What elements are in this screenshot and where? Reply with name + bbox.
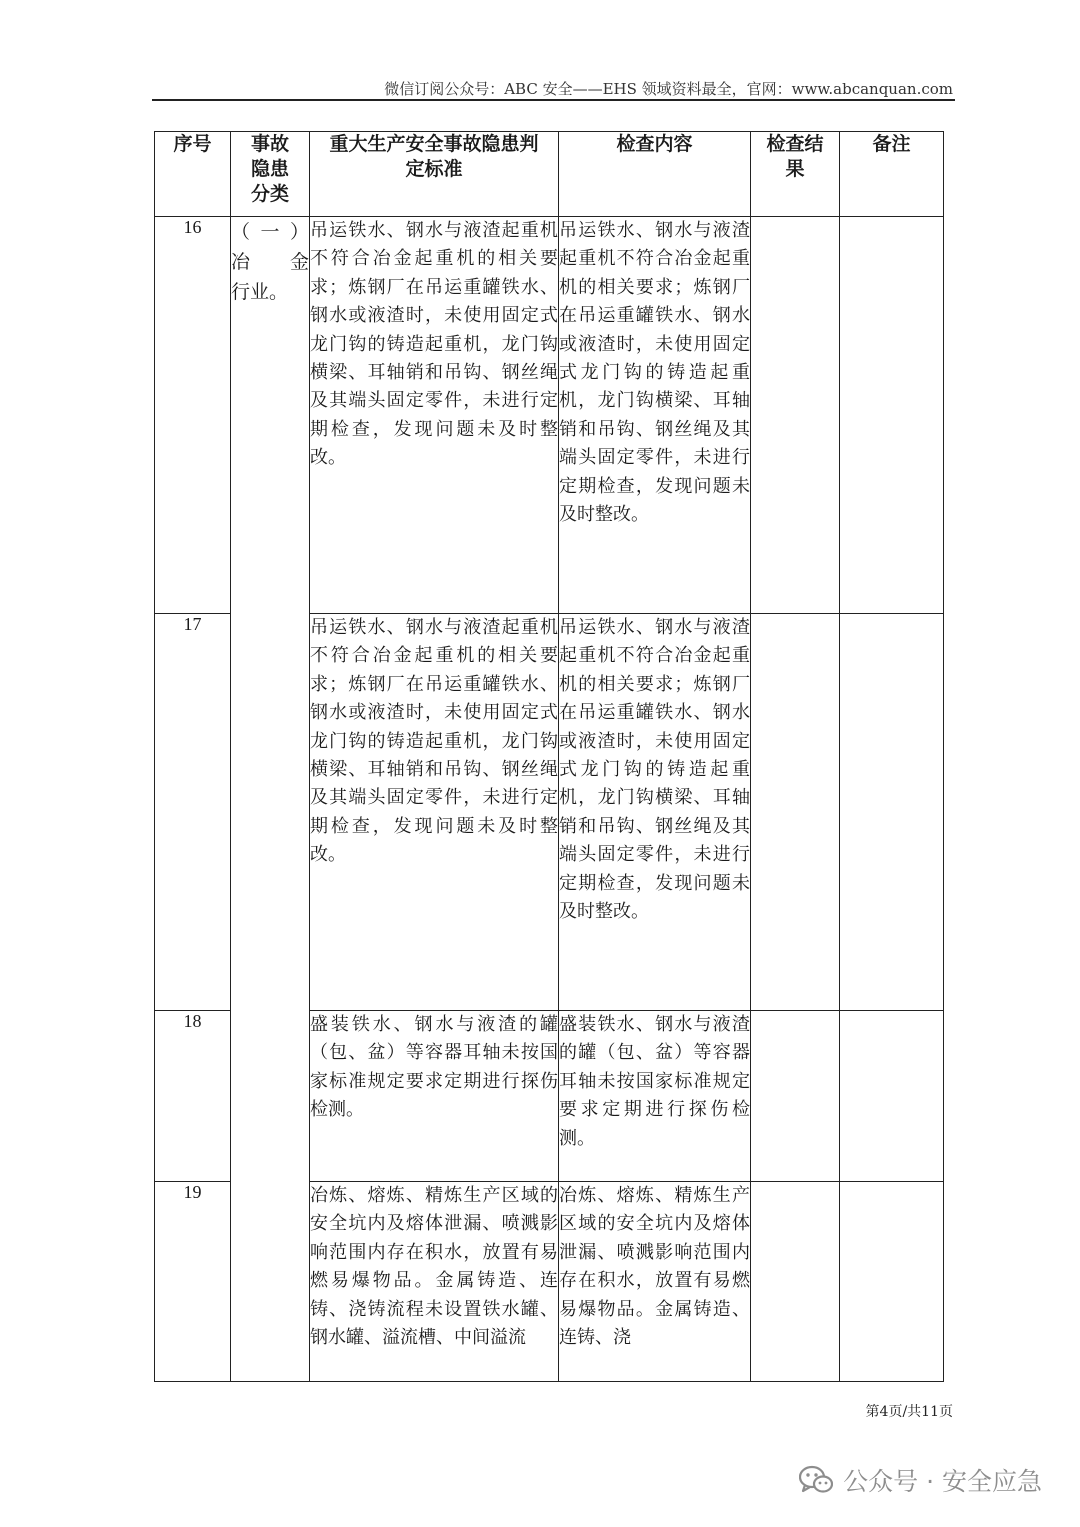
- header-note: 备注: [840, 132, 944, 217]
- row-result: [751, 1011, 840, 1182]
- row-seq: 16: [155, 217, 231, 614]
- row-standard: 盛装铁水、钢水与液渣的罐（包、盆）等容器耳轴未按国家标准规定要求定期进行探伤检测。: [310, 1011, 559, 1182]
- row-standard: 冶炼、熔炼、精炼生产区域的安全坑内及熔体泄漏、喷溅影响范围内存在积水，放置有易燃易爆物品。金属铸造、连铸、浇铸流程未设置铁水罐、钢水罐、溢流槽、中间溢流: [310, 1182, 559, 1382]
- header-content: 检查内容: [559, 132, 751, 217]
- row-seq: 17: [155, 614, 231, 1011]
- row-seq: 18: [155, 1011, 231, 1182]
- category-line-1: （一）: [231, 221, 309, 243]
- header-standard: [310, 132, 559, 217]
- hazard-check-table: [154, 131, 944, 1382]
- header-seq: 序号: [155, 132, 231, 217]
- row-note: [840, 614, 944, 1011]
- table-header-row: [155, 132, 944, 217]
- row-result: [751, 614, 840, 1011]
- row-seq: 19: [155, 1182, 231, 1382]
- header-result-label: 检查结果: [766, 133, 824, 180]
- category-cell: [231, 217, 310, 1382]
- header-category: [231, 132, 310, 217]
- row-note: [840, 1011, 944, 1182]
- row-result: [751, 1182, 840, 1382]
- watermark: [799, 1462, 1042, 1498]
- category-line-2: 冶金: [231, 251, 309, 273]
- row-content: 吊运铁水、钢水与液渣起重机不符合冶金起重机的相关要求；炼钢厂在吊运重罐铁水、钢水或液渣时，未使用固定式龙门钩的铸造起重机，龙门钩横梁、耳轴销和吊钩、钢丝绳及其端头固定零件，未进行定期检查，发现问题未及时整改。: [559, 614, 751, 1011]
- row-result: [751, 217, 840, 614]
- row-standard: 吊运铁水、钢水与液渣起重机不符合冶金起重机的相关要求；炼钢厂在吊运重罐铁水、钢水或液渣时，未使用固定式龙门钩的铸造起重机，龙门钩横梁、耳轴销和吊钩、钢丝绳及其端头固定零件，未进行定期检查，发现问题未及时整改。: [310, 217, 559, 614]
- table-row: [155, 217, 944, 614]
- row-content: 盛装铁水、钢水与液渣的罐（包、盆）等容器耳轴未按国家标准规定要求定期进行探伤检测。: [559, 1011, 751, 1182]
- header-divider: [152, 99, 955, 101]
- wechat-icon: [799, 1465, 833, 1495]
- header-standard-label: 重大生产安全事故隐患判定标准: [329, 133, 539, 180]
- row-content: 冶炼、熔炼、精炼生产区域的安全坑内及熔体泄漏、喷溅影响范围内存在积水，放置有易燃易爆物品。金属铸造、连铸、浇: [559, 1182, 751, 1382]
- row-note: [840, 217, 944, 614]
- header-result: [751, 132, 840, 217]
- page-number: 第4页/共11页: [865, 1404, 953, 1420]
- row-content: 吊运铁水、钢水与液渣起重机不符合冶金起重机的相关要求；炼钢厂在吊运重罐铁水、钢水或液渣时，未使用固定式龙门钩的铸造起重机，龙门钩横梁、耳轴销和吊钩、钢丝绳及其端头固定零件，未进行定期检查，发现问题未及时整改。: [559, 217, 751, 614]
- watermark-text: 公众号 · 安全应急: [843, 1467, 1042, 1496]
- header-category-label: 事故隐患分类: [250, 133, 289, 205]
- row-note: [840, 1182, 944, 1382]
- category-line-3: 行业。: [231, 281, 289, 303]
- page-header-text: 微信订阅公众号：ABC 安全——EHS 领域资料最全，官网：www.abcanquan.com: [384, 80, 953, 98]
- row-standard: 吊运铁水、钢水与液渣起重机不符合冶金起重机的相关要求；炼钢厂在吊运重罐铁水、钢水或液渣时，未使用固定式龙门钩的铸造起重机，龙门钩横梁、耳轴销和吊钩、钢丝绳及其端头固定零件，未进行定期检查，发现问题未及时整改。: [310, 614, 559, 1011]
